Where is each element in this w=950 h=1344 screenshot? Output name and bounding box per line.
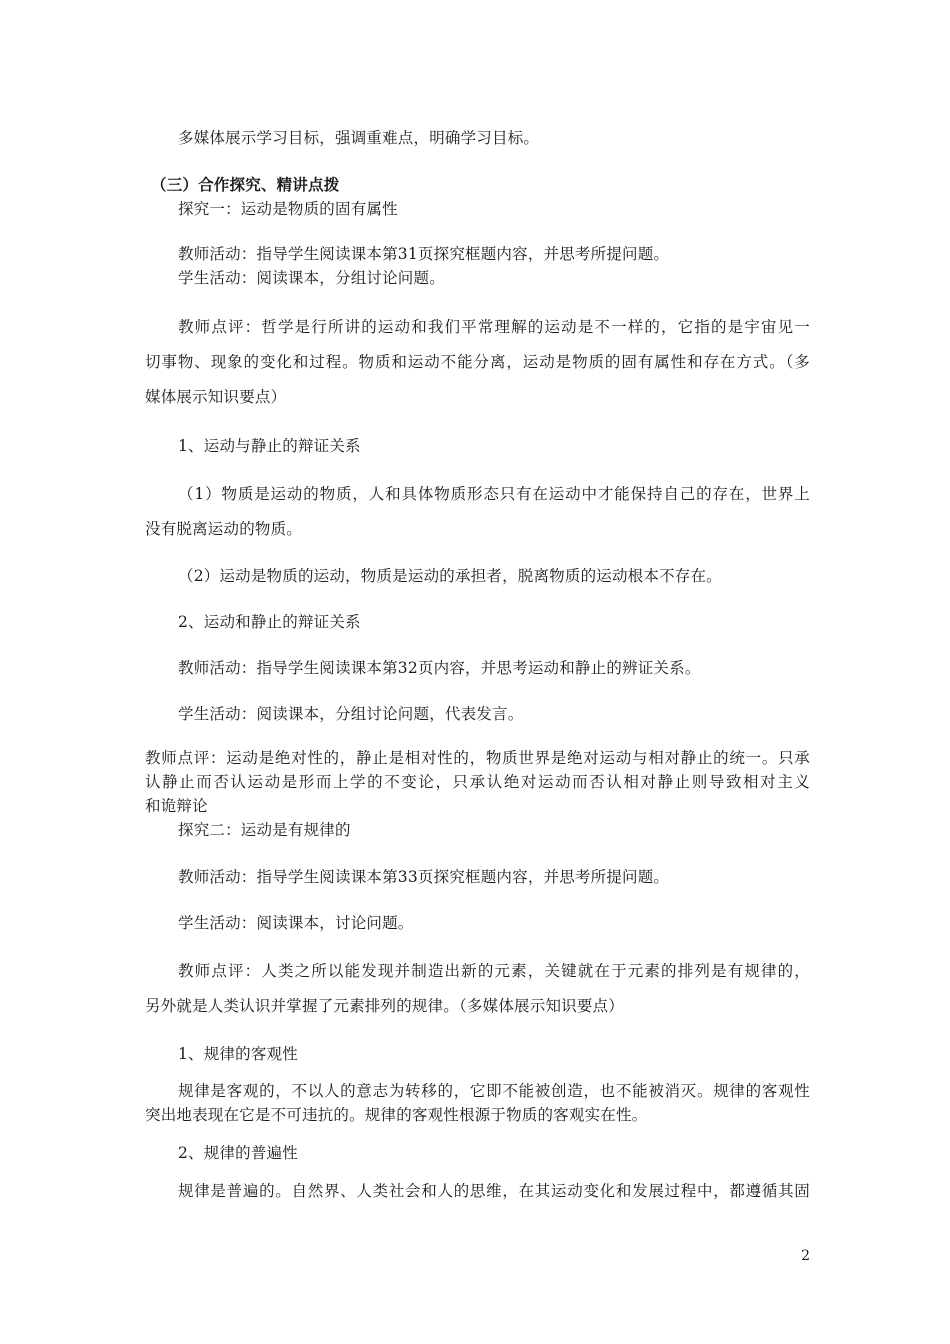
subsection-heading: 探究一：运动是物质的固有属性 [178,200,398,218]
paragraph-line: 规律是普遍的。自然界、人类社会和人的思维，在其运动变化和发展过程中，都遵循其固 [178,1182,810,1200]
paragraph-line: 学生活动：阅读课本，分组讨论问题。 [178,269,445,287]
list-item-heading: 2、规律的普遍性 [178,1144,298,1162]
paragraph-line: 教师活动：指导学生阅读课本第32页内容，并思考运动和静止的辨证关系。 [178,659,701,677]
paragraph-line: 另外就是人类认识并掌握了元素排列的规律。（多媒体展示知识要点） [145,997,624,1015]
paragraph-line: 认静止而否认运动是形而上学的不变论，只承认绝对运动而否认相对静止则导致相对主义 [145,773,810,791]
list-item-heading: 1、规律的客观性 [178,1045,298,1063]
paragraph-line: 教师点评：哲学是行所讲的运动和我们平常理解的运动是不一样的，它指的是宇宙见一 [178,318,810,336]
paragraph-line: 教师点评：运动是绝对性的，静止是相对性的，物质世界是绝对运动与相对静止的统一。只承 [145,749,810,767]
paragraph-line: （2）运动是物质的运动，物质是运动的承担者，脱离物质的运动根本不存在。 [178,567,722,585]
paragraph-line: （1）物质是运动的物质，人和具体物质形态只有在运动中才能保持自己的存在，世界上 [178,485,810,503]
paragraph-line: 和诡辩论 [145,797,208,815]
subsection-heading: 探究二：运动是有规律的 [178,821,351,839]
paragraph-line: 学生活动：阅读课本，讨论问题。 [178,914,414,932]
paragraph-line: 突出地表现在它是不可违抗的。规律的客观性根源于物质的客观实在性。 [145,1106,648,1124]
paragraph-line: 没有脱离运动的物质。 [145,520,303,538]
list-item-heading: 1、运动与静止的辩证关系 [178,437,361,455]
list-item-heading: 2、运动和静止的辩证关系 [178,613,361,631]
paragraph-line: 切事物、现象的变化和过程。物质和运动不能分离，运动是物质的固有属性和存在方式。（多 [145,353,810,371]
paragraph-line: 媒体展示知识要点） [145,388,287,406]
paragraph-line: 多媒体展示学习目标，强调重难点，明确学习目标。 [178,129,540,147]
paragraph-line: 教师活动：指导学生阅读课本第33页探究框题内容，并思考所提问题。 [178,868,670,886]
page-number: 2 [801,1248,810,1264]
paragraph-line: 规律是客观的，不以人的意志为转移的，它即不能被创造，也不能被消灭。规律的客观性 [178,1082,810,1100]
section-heading: （三）合作探究、精讲点拨 [151,176,340,194]
paragraph-line: 教师活动：指导学生阅读课本第31页探究框题内容，并思考所提问题。 [178,245,670,263]
paragraph-line: 教师点评：人类之所以能发现并制造出新的元素，关键就在于元素的排列是有规律的， [178,962,810,980]
paragraph-line: 学生活动：阅读课本，分组讨论问题，代表发言。 [178,705,524,723]
